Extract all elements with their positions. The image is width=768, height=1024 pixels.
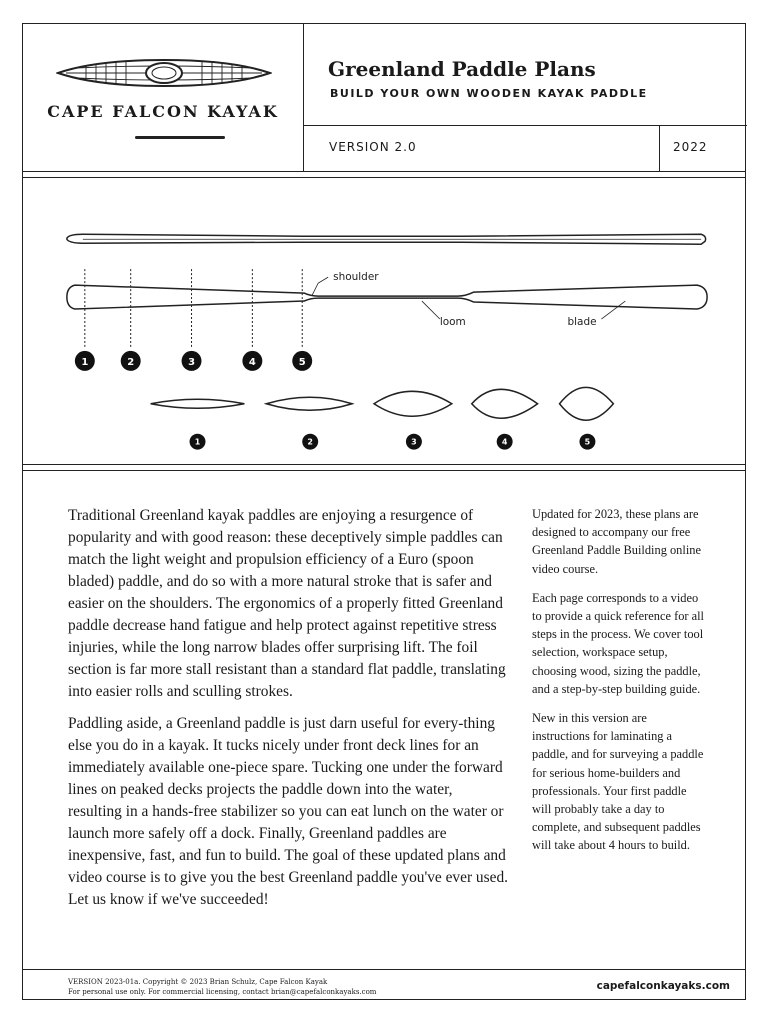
main-paragraph-2: Paddling aside, a Greenland paddle is just darn useful for every-thing else you do in a kayak. It tucks nicely under front deck lines for an immediately available one-piece spare. Tucking one under the forward lines on peaked decks projects the paddle down into the water, resulting in a hands-free stabilizer so you can eat lunch on the water or launch more safely off a dock. Finally, Greenland paddles are inexpensive, fast, and fun to build. The goal of these updated plans and video course is to give you the best Greenland paddle you've ever used. Let us know if we've succeeded! — [68, 715, 508, 908]
paddle-diagram — [23, 179, 745, 464]
document-subtitle: BUILD YOUR OWN WOODEN KAYAK PADDLE — [330, 87, 648, 100]
header-divider — [23, 171, 745, 178]
version-row — [303, 125, 747, 172]
paddle-top-view — [67, 285, 707, 309]
section-markers — [190, 434, 596, 450]
footer-website-link[interactable]: capefalconkayaks.com — [596, 980, 730, 992]
station-5-label: 5 — [298, 356, 306, 368]
year-cell — [659, 126, 748, 172]
footer-license: For personal use only. For commercial licensing, contact brian@capefalconkayaks.com — [68, 988, 377, 996]
section-4-label: 4 — [501, 437, 508, 447]
footer-copyright: VERSION 2023-01a. Copyright © 2023 Brian Schulz, Cape Falcon Kayak — [68, 978, 328, 986]
header — [23, 24, 745, 171]
station-4-label: 4 — [248, 356, 256, 368]
station-2-label: 2 — [127, 356, 135, 368]
diagram-divider — [23, 464, 745, 471]
footer-divider — [23, 969, 745, 970]
side-paragraph-3: New in this version are instructions for laminating a paddle, and for surveying a paddle for serious home-builders and professionals. Your first paddle will probably take a day to complete, and subsequent paddles will take about 4 hours to build. — [532, 711, 704, 853]
section-5-shape — [560, 387, 614, 420]
logo-cell — [23, 24, 304, 171]
section-1-label: 1 — [194, 437, 201, 447]
version-label: VERSION 2.0 — [329, 140, 417, 154]
side-paragraph-2: Each page corresponds to a video to provide a quick reference for all steps in the process. We cover tool selection, workspace setup, choosing wood, sizing the paddle, and a step-by-step building guide. — [532, 590, 705, 696]
station-markers — [75, 351, 312, 371]
station-3-label: 3 — [188, 356, 196, 368]
brand-name: CAPE FALCON KAYAK — [47, 102, 279, 121]
kayak-logo-icon — [56, 56, 272, 90]
main-paragraph-1: Traditional Greenland kayak paddles are enjoying a resurgence of popularity and with good reason: these deceptively simple paddles can match the light weight and propulsion efficiency of a Euro (spoon bladed) paddle, and do so with a more natural stroke that is safer and easier on the shoulders. The ergonomics of a properly fitted Greenland paddle decrease hand fatigue and help protect against repetitive stress injuries, while the long narrow blades offer surprising lift. The foil section is far more stall resistant than a standard flat paddle, translating into easier rolls and sculling strokes. — [68, 507, 506, 700]
blade-label: blade — [567, 315, 597, 328]
section-3-shape — [374, 391, 452, 416]
document-title: Greenland Paddle Plans — [328, 57, 596, 81]
section-3-label: 3 — [411, 437, 417, 447]
brand-underline — [135, 136, 225, 139]
section-1-shape — [151, 399, 245, 408]
main-text — [68, 505, 508, 921]
section-2-shape — [266, 397, 352, 410]
section-2-label: 2 — [307, 437, 313, 447]
side-text — [532, 505, 704, 866]
side-paragraph-1: Updated for 2023, these plans are designed to accompany our free Greenland Paddle Building online video course. — [532, 507, 701, 576]
section-5-label: 5 — [584, 437, 591, 447]
footer-legal — [68, 977, 376, 997]
loom-label: loom — [439, 315, 466, 328]
shoulder-label: shoulder — [333, 271, 379, 284]
section-4-shape — [472, 389, 538, 418]
page-frame — [22, 23, 746, 1000]
station-1-label: 1 — [81, 356, 89, 368]
year-label: 2022 — [673, 140, 708, 154]
